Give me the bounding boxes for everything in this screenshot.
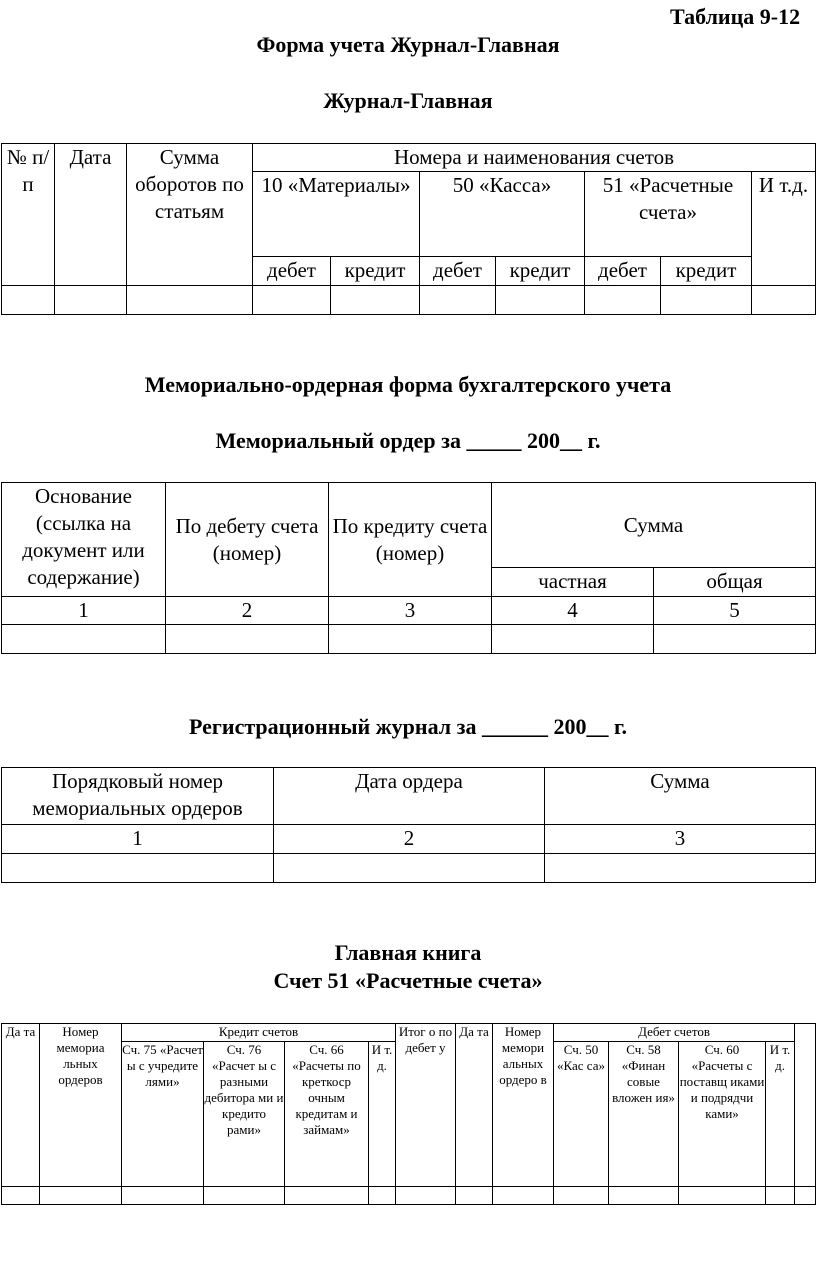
table-row — [2, 597, 816, 625]
col-number: 2 — [274, 825, 545, 854]
ledger-col-date-2: Да та — [456, 1024, 493, 1187]
table-row — [2, 625, 816, 654]
memorial-order-table — [1, 482, 816, 654]
ledger-col-date: Да та — [2, 1024, 40, 1187]
ledger-credit-76: Сч. 76 «Расчет ы с разными дебитора ми и кредито рами» — [204, 1042, 285, 1187]
col-date-header: Дата — [55, 144, 127, 286]
col-number: 4 — [492, 597, 654, 625]
col-num-header: № п/п — [2, 144, 55, 286]
col-sum-header: Сумма — [492, 483, 816, 568]
col-order-num-header: Порядковый номер мемориальных ордеров — [2, 768, 274, 825]
credit-header: кредит — [496, 257, 585, 286]
ledger-debit-50: Сч. 50 «Кас са» — [554, 1042, 609, 1187]
table-row — [2, 286, 816, 315]
ledger-debit-58: Сч. 58 «Финан совые вложен ия» — [609, 1042, 679, 1187]
debit-header: дебет — [253, 257, 331, 286]
journal-title: Журнал-Главная — [323, 88, 493, 113]
form-title: Форма учета Журнал-Главная — [256, 32, 560, 57]
col-sum-header: Сумма — [545, 768, 816, 825]
credit-header: кредит — [331, 257, 420, 286]
table-number: Таблица 9-12 — [670, 4, 801, 29]
col-order-date-header: Дата ордера — [274, 768, 545, 825]
debit-header: дебет — [420, 257, 496, 286]
col-number: 5 — [654, 597, 816, 625]
ledger-debit-header: Дебет счетов — [554, 1024, 795, 1042]
col-total-header: общая — [654, 568, 816, 597]
ledger-credit-75: Сч. 75 «Расчет ы с учредите лями» — [122, 1042, 204, 1187]
credit-header: кредит — [661, 257, 752, 286]
col-number: 2 — [166, 597, 329, 625]
account-10-header: 10 «Материалы» — [253, 172, 420, 257]
journal-main-table — [1, 143, 816, 315]
col-number: 1 — [2, 825, 274, 854]
ledger-col-order-num: Номер мемориа льных ордеров — [40, 1024, 122, 1187]
ledger-credit-etc: И т. д. — [369, 1042, 396, 1187]
registration-table — [1, 767, 816, 883]
ledger-col-order-num-2: Номер мемори альных ордеро в — [493, 1024, 554, 1187]
registration-title: Регистрационный журнал за ______ 200__ г. — [189, 714, 627, 739]
ledger-title: Главная книга — [334, 940, 482, 965]
account-etc-header: И т.д. — [752, 172, 816, 286]
account-50-header: 50 «Касса» — [420, 172, 585, 257]
table-row — [2, 825, 816, 854]
memorial-order-title: Мемориальный ордер за _____ 200__ г. — [215, 428, 601, 453]
general-ledger-table — [1, 1023, 816, 1205]
col-debit-header: По дебету счета (номер) — [166, 483, 329, 597]
col-number: 1 — [2, 597, 166, 625]
accounts-header: Номера и наименования счетов — [253, 144, 816, 172]
ledger-credit-header: Кредит счетов — [122, 1024, 396, 1042]
ledger-debit-etc: И т. д. — [766, 1042, 795, 1187]
ledger-col-total-debit: Итог о по дебет у — [396, 1024, 456, 1187]
col-credit-header: По кредиту счета (номер) — [329, 483, 492, 597]
col-partial-header: частная — [492, 568, 654, 597]
col-number: 3 — [329, 597, 492, 625]
table-row — [2, 1187, 816, 1205]
col-basis-header: Основание (ссылка на документ или содержание) — [2, 483, 166, 597]
memorial-section-title: Мемориально-ордерная форма бухгалтерского учета — [144, 372, 672, 397]
table-row — [2, 854, 816, 883]
ledger-debit-60: Сч. 60 «Расчеты с поставщ иками и подрядчи ками» — [679, 1042, 766, 1187]
col-sum-header: Сумма оборотов по статьям — [127, 144, 253, 286]
ledger-subtitle: Счет 51 «Расчетные счета» — [273, 968, 543, 993]
debit-header: дебет — [585, 257, 661, 286]
account-51-header: 51 «Расчетные счета» — [585, 172, 752, 257]
ledger-credit-66: Сч. 66 «Расчеты по креткоср очным кредитам и займам» — [285, 1042, 369, 1187]
col-number: 3 — [545, 825, 816, 854]
